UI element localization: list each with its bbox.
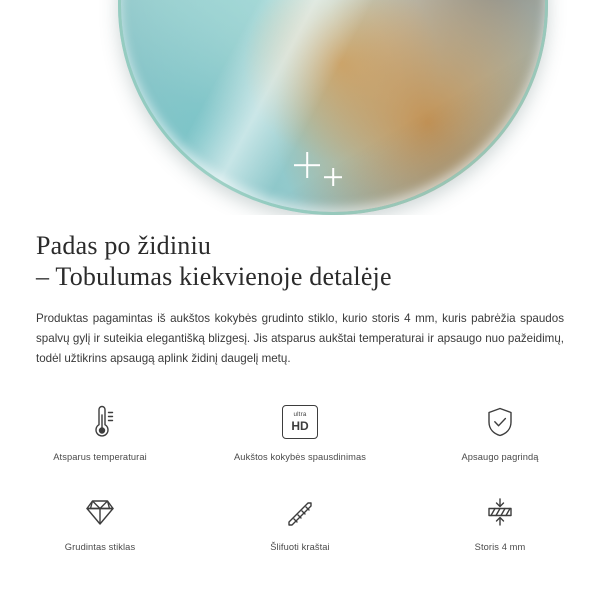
- thickness-icon: [480, 491, 520, 533]
- description-paragraph: Produktas pagamintas iš aukštos kokybės grudinto stiklo, kurio storis 4 mm, kuris pabrėžia spaudos spalvų gylį ir suteikia elegantišką blizgesį. Jis atsparus aukštai temperaturai ir apsaugo nuo pažeidimų, todėl užtikrins apsaugą aplink židinį daugelį metų.: [36, 312, 564, 365]
- ultra-hd-icon: [282, 401, 318, 443]
- feature-item-thickness: [400, 483, 600, 573]
- hero-image: [0, 0, 600, 215]
- page-title: [0, 215, 600, 292]
- feature-label: Aukštos kokybės spausdinimas: [234, 452, 366, 462]
- shield-check-icon: [480, 401, 520, 443]
- glass-edge-highlight: [118, 0, 548, 215]
- feature-item-tempered-glass: [0, 483, 200, 573]
- feature-item-print-quality: [200, 393, 400, 483]
- polished-edges-icon: [280, 491, 320, 533]
- thermometer-icon: [80, 401, 120, 443]
- content-block: [0, 215, 600, 369]
- feature-item-temperature: [0, 393, 200, 483]
- feature-label: Šlifuoti kraštai: [270, 542, 330, 552]
- feature-item-polished-edges: [200, 483, 400, 573]
- feature-item-surface-protection: [400, 393, 600, 483]
- feature-label: Storis 4 mm: [474, 542, 526, 552]
- feature-grid: [0, 393, 600, 573]
- ultra-hd-badge-top: ultra: [293, 411, 307, 419]
- feature-label: Grudintas stiklas: [64, 542, 136, 552]
- diamond-icon: [80, 491, 120, 533]
- ultra-hd-badge-bottom: HD: [291, 418, 309, 433]
- page-title-line-1: Padas po židiniu: [36, 231, 212, 260]
- feature-label: Apsaugo pagrindą: [461, 452, 539, 462]
- feature-label: Atsparus temperaturai: [53, 452, 147, 462]
- page-title-line-2: – Tobulumas kiekvienoje detalėje: [36, 262, 392, 291]
